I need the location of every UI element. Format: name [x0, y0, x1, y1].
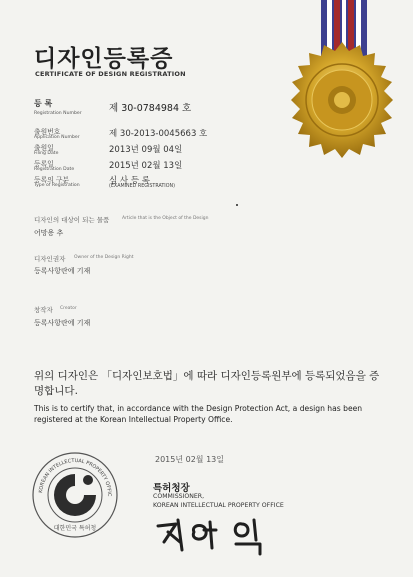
statement-english: This is to certify that, in accordance with the Design Protection Act, a design has been registered at the Korean Intellectual Property Office. — [34, 404, 363, 424]
svg-text:KOREAN INTELLECTUAL PROPERTY O — [30, 450, 112, 497]
statement-korean: 위의 디자인은 「디자인보호법」에 따라 디자인등록원부에 등록되었음을 증명합니다. — [34, 370, 380, 397]
kipo-emblem-icon — [30, 450, 120, 540]
signature-icon — [150, 510, 300, 560]
owner-value: 등록사항란에 기재 — [34, 267, 91, 275]
application-number: 제 30-2013-0045663 호 — [109, 129, 208, 139]
emblem-ring-text: KOREAN INTELLECTUAL PROPERTY OFFIC — [38, 457, 113, 497]
article-label-en: Article that is the Object of the Design — [122, 216, 209, 221]
commissioner-korean: 특허청장 — [153, 483, 190, 494]
certificate-subtitle: CERTIFICATE OF DESIGN REGISTRATION — [35, 70, 186, 78]
article-value: 어망용 추 — [34, 229, 64, 237]
emblem-bottom-text: 대한민국 특허청 — [53, 525, 97, 532]
owner-label-en: Owner of the Design Right — [74, 255, 134, 260]
registration-date-label: 등록일 — [34, 160, 54, 168]
registration-label: 등 록 — [34, 99, 53, 108]
filing-date-label: 출원일 — [34, 144, 54, 152]
commissioner-office-en: KOREAN INTELLECTUAL PROPERTY OFFICE — [153, 502, 284, 509]
issue-date: 2015년 02월 13일 — [155, 455, 224, 464]
filing-date: 2013년 09월 04일 — [109, 145, 183, 155]
creator-label: 창작자 — [34, 306, 53, 314]
speck — [236, 204, 238, 206]
registration-type-label: 등록의 구분 — [34, 176, 69, 184]
registration-type-en: (EXAMINED REGISTRATION) — [109, 184, 175, 189]
application-number-label: 출원번호 — [34, 128, 61, 136]
creator-value: 등록사항란에 기재 — [34, 319, 91, 327]
registration-label-en: Registration Number — [34, 111, 82, 116]
application-number-label-en: Application Number — [34, 135, 80, 140]
certificate-title: 디자인등록증 — [34, 46, 174, 72]
filing-date-label-en: Filing Date — [34, 151, 59, 156]
commissioner-title-en: COMMISSIONER, — [153, 493, 205, 500]
registration-type: 심 사 등 록 — [109, 176, 150, 186]
gold-seal-icon — [282, 40, 402, 160]
creator-label-en: Creator — [60, 306, 77, 311]
article-label: 디자인의 대상이 되는 물품 — [34, 216, 110, 224]
registration-date: 2015년 02월 13일 — [109, 161, 183, 171]
registration-date-label-en: Registration Date — [34, 167, 75, 172]
registration-type-label-en: Type of Registration — [34, 183, 80, 188]
registration-number: 제 30-0784984 호 — [109, 103, 192, 114]
owner-label: 디자인권자 — [34, 255, 66, 263]
